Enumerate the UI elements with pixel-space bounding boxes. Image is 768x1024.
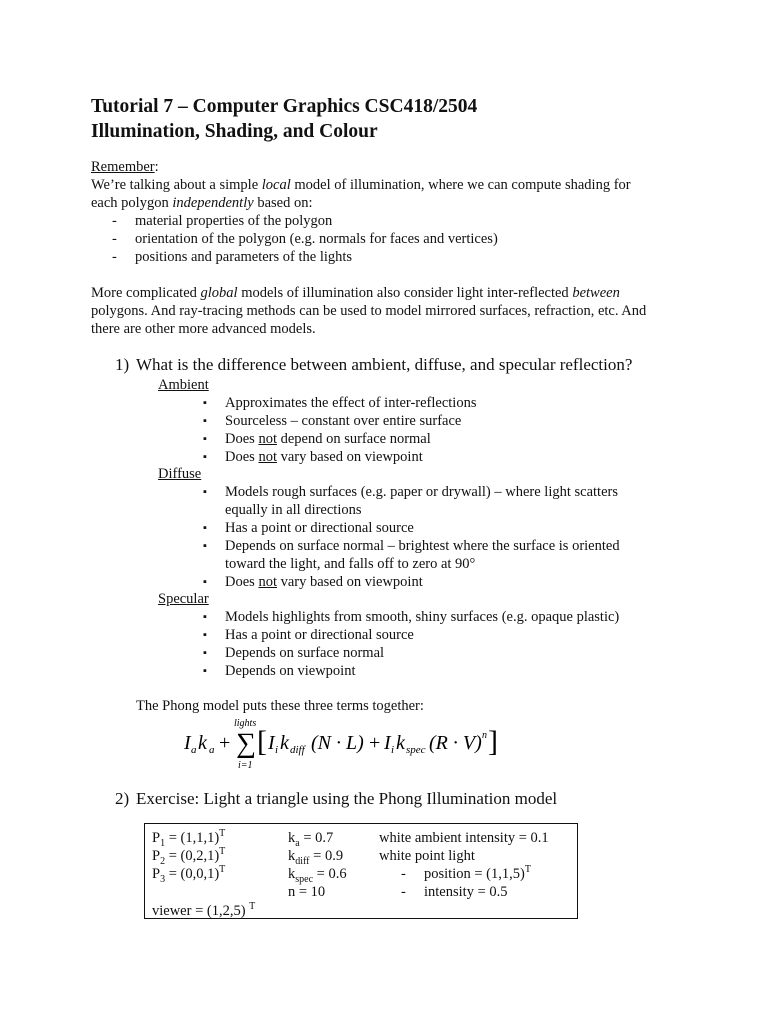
phong-formula-svg (180, 716, 500, 772)
text-run: based on: (253, 195, 313, 211)
text-run: = 0.7 (299, 830, 334, 846)
formula-plus: + (219, 732, 231, 754)
emphasis-independently: independently (172, 195, 254, 211)
global-paragraph-line-3: there are other more advanced models. (91, 321, 316, 337)
subscript: spec (295, 873, 314, 885)
bullet-marker: ▪ (203, 397, 207, 409)
given-viewer (152, 902, 255, 920)
given-kspec (288, 865, 347, 883)
text-run: = (0,2,1) (165, 848, 220, 864)
bullet-text: Models rough surfaces (e.g. paper or drywall) – where light scatters (225, 484, 618, 500)
bullet-item (203, 483, 618, 501)
title-line-1: Tutorial 7 – Computer Graphics CSC418/2504 (91, 96, 478, 117)
emphasis-not: not (258, 574, 277, 590)
dash-list-item (112, 248, 352, 266)
bullet-item (203, 573, 423, 591)
list-item-text: orientation of the polygon (e.g. normals for faces and vertices) (135, 231, 498, 247)
subscript: 2 (160, 855, 166, 867)
formula-sub-diff: diff (290, 744, 305, 756)
bullet-marker: ▪ (203, 486, 207, 498)
bullet-marker: ▪ (203, 415, 207, 427)
list-item-text: positions and parameters of the lights (135, 249, 353, 265)
text-run: each polygon (91, 195, 173, 211)
bullet-marker: ▪ (203, 611, 207, 623)
bullet-marker: ▪ (203, 576, 207, 588)
question-2-number: 2) (115, 789, 130, 808)
text-run: Does (225, 449, 259, 465)
formula-k: k (198, 732, 207, 754)
dash-marker: - (112, 213, 117, 229)
given-point-light: white point light (379, 848, 475, 864)
remember-paragraph-line-1 (91, 176, 631, 194)
bullet-marker: ▪ (203, 522, 207, 534)
dash-list-item (112, 212, 332, 230)
bullet-text: Approximates the effect of inter-reflections (225, 395, 477, 411)
dash-marker: - (401, 866, 406, 882)
bullet-marker: ▪ (203, 540, 207, 552)
global-paragraph-line-2: polygons. And ray-tracing methods can be used to model mirrored surfaces, refraction, etc. And (91, 303, 647, 319)
bullet-item (203, 644, 384, 662)
subscript: diff (295, 855, 310, 867)
superscript: T (249, 901, 256, 913)
remember-label: Remember (91, 159, 155, 175)
given-p3 (152, 865, 225, 883)
formula-sub-i: i (391, 744, 395, 756)
bullet-text: Models highlights from smooth, shiny surfaces (e.g. opaque plastic) (225, 609, 620, 625)
bullet-text: Depends on surface normal (225, 645, 385, 661)
text-run: More complicated (91, 285, 201, 301)
bullet-continuation: equally in all directions (225, 502, 362, 518)
bullet-text: Depends on viewpoint (225, 663, 356, 679)
text-run: position = (1,1,5) (424, 866, 525, 882)
given-light-position (424, 865, 531, 883)
bullet-marker: ▪ (203, 433, 207, 445)
superscript: T (219, 828, 226, 840)
given-p1 (152, 829, 225, 847)
text-run: = (0,0,1) (165, 866, 220, 882)
bullet-text: Has a point or directional source (225, 627, 414, 643)
bullet-continuation: toward the light, and falls off to zero at 90° (225, 556, 476, 572)
given-ambient-intensity: white ambient intensity = 0.1 (379, 830, 549, 846)
bullet-item (203, 394, 476, 412)
text-run: k (288, 866, 296, 882)
text-run: k (288, 848, 296, 864)
question-1-number: 1) (115, 355, 130, 374)
text-run: P (152, 848, 161, 864)
superscript: T (524, 864, 531, 876)
text-run: P (152, 866, 161, 882)
dash-marker: - (112, 231, 117, 247)
emphasis-not: not (258, 449, 277, 465)
formula-left-bracket: [ (257, 725, 267, 758)
bullet-item (203, 412, 461, 430)
bullet-marker: ▪ (203, 451, 207, 463)
formula-sub-i: i (275, 744, 279, 756)
formula-I: I (384, 732, 391, 754)
text-run: Does (225, 431, 259, 447)
given-ka (288, 829, 333, 847)
bullet-text: Has a point or directional source (225, 520, 414, 536)
text-run: k (288, 830, 296, 846)
formula-right-bracket: ] (488, 725, 498, 758)
global-paragraph-line-1 (91, 284, 620, 302)
formula-R-dot-V: (R · V) (429, 732, 482, 754)
text-run: vary based on viewpoint (276, 574, 423, 590)
bullet-item (203, 662, 355, 680)
bullet-item (203, 519, 414, 537)
subscript: 1 (160, 837, 166, 849)
bullet-marker: ▪ (203, 629, 207, 641)
text-run: depend on surface normal (276, 431, 431, 447)
text-run: Does (225, 574, 259, 590)
formula-sub-a: a (191, 744, 197, 756)
text-run: model of illumination, where we can compute shading for (290, 177, 631, 193)
text-run: vary based on viewpoint (276, 449, 423, 465)
subscript: 3 (160, 873, 166, 885)
given-n: n = 10 (288, 884, 326, 900)
formula-plus: + (369, 732, 381, 754)
specular-heading: Specular (158, 591, 209, 607)
emphasis-between: between (572, 285, 620, 301)
dash-marker: - (401, 884, 406, 900)
bullet-marker: ▪ (203, 665, 207, 677)
text-run: models of illumination also consider light inter-reflected (237, 285, 573, 301)
formula-k: k (280, 732, 289, 754)
formula-k: k (396, 732, 405, 754)
remember-colon: : (154, 159, 159, 175)
ambient-heading: Ambient (158, 377, 209, 393)
bullet-item (203, 608, 619, 626)
question-1-text: What is the difference between ambient, diffuse, and specular reflection? (136, 355, 633, 374)
text-run: viewer = (1,2,5) (152, 903, 246, 919)
phong-intro: The Phong model puts these three terms together: (136, 698, 424, 714)
formula-I: I (268, 732, 275, 754)
formula-N-dot-L: (N · L) (311, 732, 364, 754)
phong-formula (180, 716, 500, 772)
superscript: T (219, 846, 226, 858)
title-line-2: Illumination, Shading, and Colour (91, 121, 378, 142)
formula-exponent-n: n (482, 730, 487, 741)
bullet-item (203, 537, 620, 555)
formula-sigma: ∑ (236, 728, 256, 759)
text-run: P (152, 830, 161, 846)
formula-lights: lights (234, 718, 257, 729)
remember-paragraph-line-2 (91, 194, 312, 212)
bullet-text: Depends on surface normal – brightest where the surface is oriented (225, 538, 620, 554)
formula-i-equals-1: i=1 (238, 760, 253, 771)
bullet-marker: ▪ (203, 647, 207, 659)
given-kdiff (288, 847, 343, 865)
text-run: = 0.9 (309, 848, 344, 864)
bullet-item (203, 448, 423, 466)
emphasis-local: local (261, 177, 291, 193)
dash-marker: - (112, 249, 117, 265)
givens-box (144, 823, 578, 919)
bullet-item (203, 430, 431, 448)
dash-list-item (112, 230, 498, 248)
emphasis-not: not (258, 431, 277, 447)
emphasis-global: global (200, 285, 238, 301)
given-p2 (152, 847, 225, 865)
formula-I: I (184, 732, 191, 754)
question-2-text: Exercise: Light a triangle using the Phong Illumination model (136, 789, 558, 808)
text-run: = 0.6 (313, 866, 347, 882)
diffuse-heading: Diffuse (158, 466, 202, 482)
text-run: We’re talking about a simple (91, 177, 262, 193)
bullet-text: Sourceless – constant over entire surface (225, 413, 462, 429)
formula-sub-a: a (209, 744, 215, 756)
remember-heading (91, 158, 159, 176)
text-run: = (1,1,1) (165, 830, 220, 846)
subscript: a (295, 837, 300, 849)
list-item-text: material properties of the polygon (135, 213, 333, 229)
bullet-item (203, 626, 414, 644)
given-light-intensity: intensity = 0.5 (424, 884, 508, 900)
superscript: T (219, 864, 226, 876)
formula-sub-spec: spec (406, 744, 426, 756)
